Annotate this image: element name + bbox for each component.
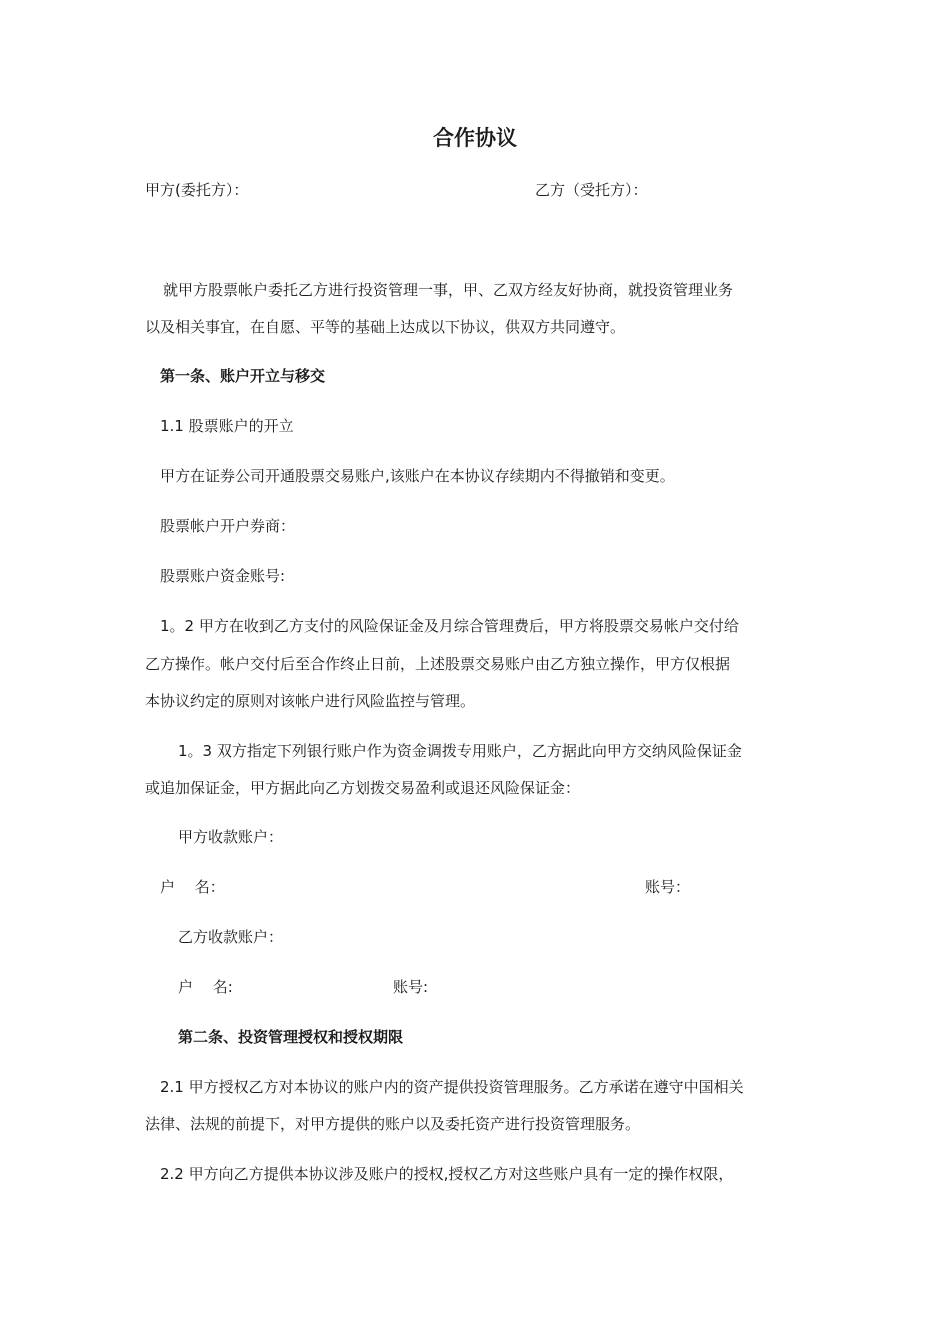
party-a-receive-account-label: 甲方收款账户： xyxy=(178,828,284,846)
intro-line-2: 以及相关事宜，在自愿、平等的基础上达成以下协议，供双方共同遵守。 xyxy=(145,318,626,336)
section-2-2-line-1: 2.2 甲方向乙方提供本协议涉及账户的授权,授权乙方对这些账户具有一定的操作权限， xyxy=(160,1165,734,1183)
party-b-account-name-label: 户 名: xyxy=(178,978,233,996)
article-2-heading: 第二条、投资管理授权和授权期限 xyxy=(178,1028,404,1046)
section-1-3-line-2: 或追加保证金，甲方据此向乙方划拨交易盈利或退还风险保证金： xyxy=(145,779,581,797)
fund-account-label: 股票账户资金账号: xyxy=(160,567,286,585)
party-a-account-number-label: 账号： xyxy=(645,878,691,896)
party-a-label: 甲方(委托方）： xyxy=(145,181,249,199)
section-1-3-line-1: 1。3 双方指定下列银行账户作为资金调拨专用账户，乙方据此向甲方交纳风险保证金 xyxy=(178,742,742,760)
section-1-2-line-3: 本协议约定的原则对该帐户进行风险监控与管理。 xyxy=(145,692,476,710)
party-a-account-name-label: 户 名： xyxy=(160,878,225,896)
party-b-receive-account-label: 乙方收款账户： xyxy=(178,928,284,946)
intro-line-1: 就甲方股票帐户委托乙方进行投资管理一事，甲、乙双方经友好协商，就投资管理业务 xyxy=(163,281,734,299)
broker-label: 股票帐户开户券商： xyxy=(160,517,296,535)
section-1-1-text: 甲方在证券公司开通股票交易账户,该账户在本协议存续期内不得撤销和变更。 xyxy=(160,467,675,485)
section-1-1-title: 1.1 股票账户的开立 xyxy=(160,417,294,435)
section-1-2-line-1: 1。2 甲方在收到乙方支付的风险保证金及月综合管理费后，甲方将股票交易帐户交付给 xyxy=(160,617,739,635)
section-1-2-line-2: 乙方操作。帐户交付后至合作终止日前，上述股票交易账户由乙方独立操作，甲方仅根据 xyxy=(145,655,731,673)
section-2-1-line-1: 2.1 甲方授权乙方对本协议的账户内的资产提供投资管理服务。乙方承诺在遵守中国相关 xyxy=(160,1078,744,1096)
party-b-label: 乙方（受托方）： xyxy=(535,181,648,199)
party-b-account-number-label: 账号: xyxy=(393,978,429,996)
document-title: 合作协议 xyxy=(433,126,517,150)
article-1-heading: 第一条、账户开立与移交 xyxy=(160,367,326,385)
section-2-1-line-2: 法律、法规的前提下，对甲方提供的账户以及委托资产进行投资管理服务。 xyxy=(145,1115,641,1133)
